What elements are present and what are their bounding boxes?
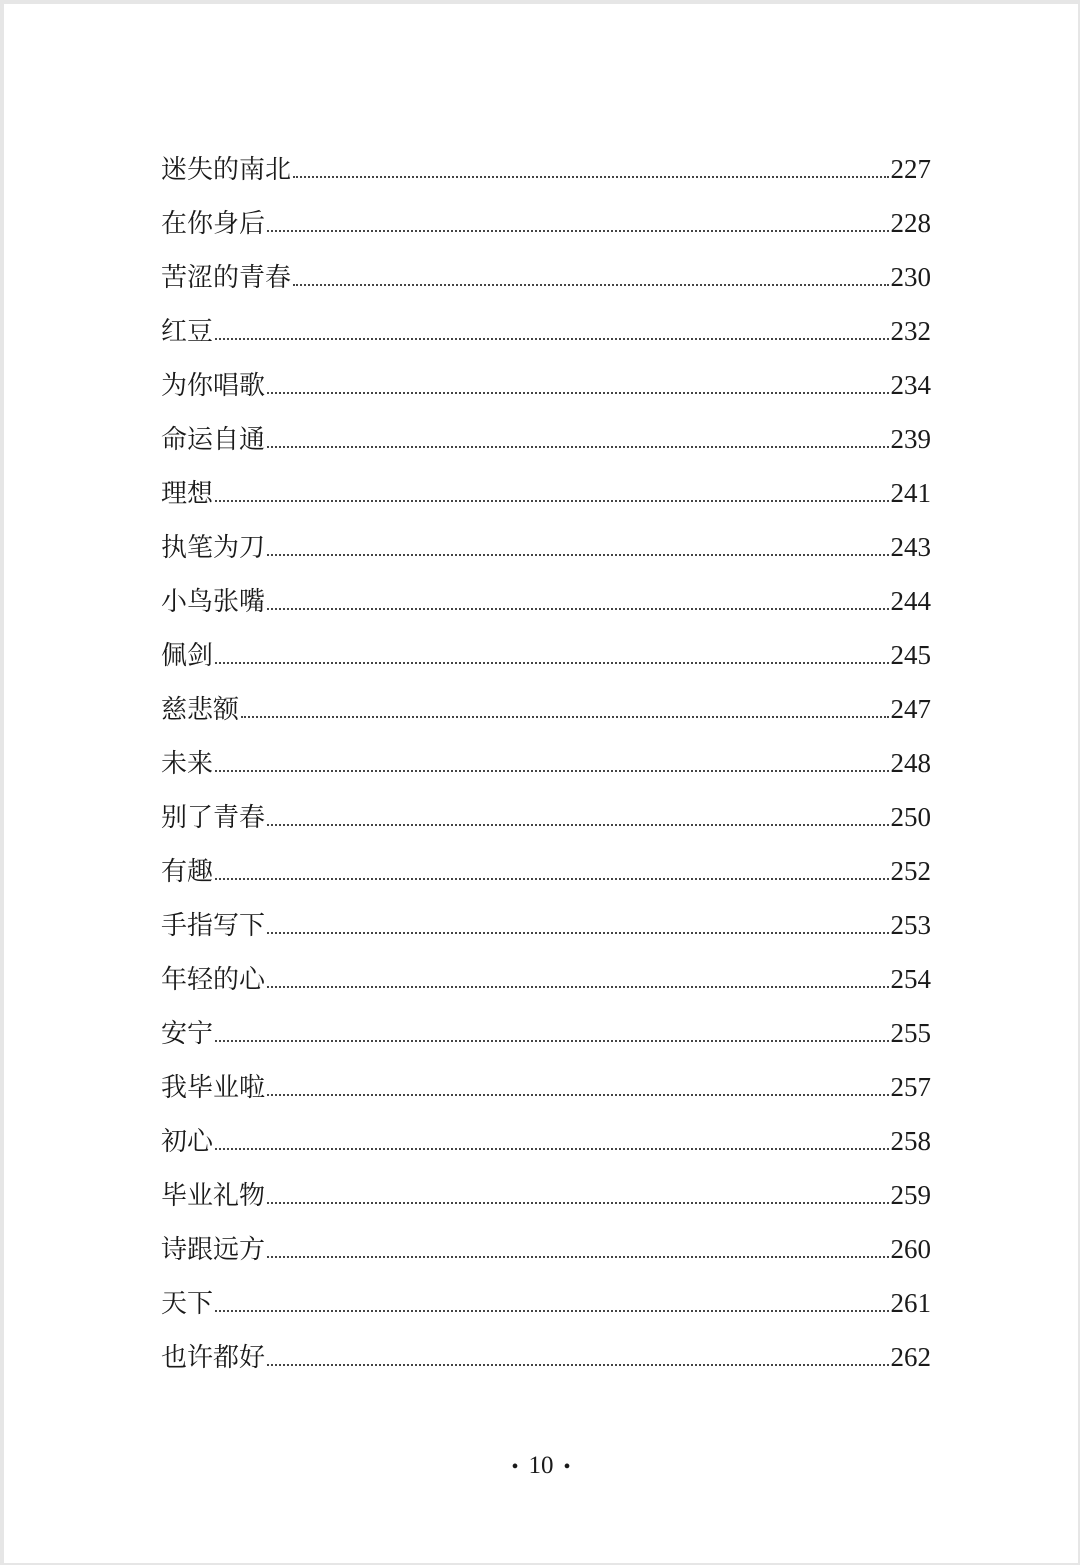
toc-entry-title: 未来 <box>161 749 214 779</box>
toc-entry <box>161 520 931 574</box>
toc-entry-title: 慈悲额 <box>161 695 240 725</box>
toc-entry-page-number: 232 <box>890 316 931 346</box>
toc-entry <box>161 1060 931 1114</box>
toc-entry-title: 小鸟张嘴 <box>161 587 266 617</box>
toc-dot-leader <box>267 932 888 934</box>
toc-entry <box>161 628 931 682</box>
toc-entry <box>161 1222 931 1276</box>
toc-entry-page-number: 239 <box>890 424 931 454</box>
toc-entry <box>161 412 931 466</box>
toc-entry-page-number: 245 <box>890 640 931 670</box>
toc-entry <box>161 574 931 628</box>
toc-dot-leader <box>215 1310 888 1312</box>
toc-entry-title: 为你唱歌 <box>161 371 266 401</box>
toc-entry <box>161 844 931 898</box>
toc-dot-leader <box>293 284 888 286</box>
toc-dot-leader <box>267 1364 888 1366</box>
toc-entry <box>161 952 931 1006</box>
toc-entry <box>161 250 931 304</box>
toc-entry <box>161 898 931 952</box>
toc-entry-page-number: 255 <box>890 1018 931 1048</box>
toc-entry-page-number: 261 <box>890 1288 931 1318</box>
toc-entry <box>161 1114 931 1168</box>
toc-entry-title: 有趣 <box>161 857 214 887</box>
toc-entry <box>161 736 931 790</box>
toc-dot-leader <box>215 1148 888 1150</box>
toc-entry-page-number: 250 <box>890 802 931 832</box>
toc-entry-page-number: 234 <box>890 370 931 400</box>
toc-dot-leader <box>215 770 888 772</box>
toc-entry <box>161 304 931 358</box>
toc-dot-leader <box>267 608 888 610</box>
toc-entry <box>161 790 931 844</box>
toc-entry-title: 佩剑 <box>161 641 214 671</box>
toc-entry-page-number: 252 <box>890 856 931 886</box>
toc-dot-leader <box>215 662 888 664</box>
toc-entry <box>161 1330 931 1384</box>
toc-entry-page-number: 243 <box>890 532 931 562</box>
toc-dot-leader <box>267 1094 888 1096</box>
toc-entry-title: 初心 <box>161 1127 214 1157</box>
footer-bullet-left: • <box>511 1456 519 1478</box>
toc-entry-page-number: 258 <box>890 1126 931 1156</box>
toc-entry-title: 安宁 <box>161 1019 214 1049</box>
toc-entry-title: 年轻的心 <box>161 965 266 995</box>
toc-entry-page-number: 241 <box>890 478 931 508</box>
toc-entry-title: 苦涩的青春 <box>161 263 292 293</box>
toc-entry-title: 在你身后 <box>161 209 266 239</box>
table-of-contents <box>161 142 931 1384</box>
toc-entry-title: 别了青春 <box>161 803 266 833</box>
toc-dot-leader <box>267 986 888 988</box>
toc-entry-page-number: 253 <box>890 910 931 940</box>
toc-entry <box>161 142 931 196</box>
toc-dot-leader <box>267 230 888 232</box>
toc-entry-title: 迷失的南北 <box>161 155 292 185</box>
toc-dot-leader <box>241 716 888 718</box>
toc-entry-title: 我毕业啦 <box>161 1073 266 1103</box>
toc-dot-leader <box>293 176 888 178</box>
toc-entry-page-number: 228 <box>890 208 931 238</box>
footer-bullet-right: • <box>563 1456 571 1478</box>
toc-entry-title: 毕业礼物 <box>161 1181 266 1211</box>
toc-dot-leader <box>215 1040 888 1042</box>
toc-entry <box>161 1168 931 1222</box>
toc-dot-leader <box>267 392 888 394</box>
toc-dot-leader <box>215 878 888 880</box>
toc-entry-title: 诗跟远方 <box>161 1235 266 1265</box>
document-page <box>4 4 1078 1563</box>
toc-entry-page-number: 248 <box>890 748 931 778</box>
toc-entry-title: 命运自通 <box>161 425 266 455</box>
toc-dot-leader <box>215 338 888 340</box>
page-number: 10 <box>528 1452 554 1479</box>
toc-entry-page-number: 259 <box>890 1180 931 1210</box>
toc-entry-page-number: 247 <box>890 694 931 724</box>
toc-entry-title: 理想 <box>161 479 214 509</box>
toc-dot-leader <box>267 1202 888 1204</box>
toc-entry <box>161 1276 931 1330</box>
toc-dot-leader <box>267 1256 888 1258</box>
toc-entry-page-number: 227 <box>890 154 931 184</box>
toc-dot-leader <box>215 500 888 502</box>
toc-entry-title: 也许都好 <box>161 1343 266 1373</box>
toc-entry-title: 红豆 <box>161 317 214 347</box>
toc-entry <box>161 466 931 520</box>
toc-entry <box>161 358 931 412</box>
toc-entry-page-number: 244 <box>890 586 931 616</box>
toc-entry-page-number: 230 <box>890 262 931 292</box>
toc-dot-leader <box>267 554 888 556</box>
toc-entry <box>161 196 931 250</box>
toc-entry <box>161 1006 931 1060</box>
toc-entry <box>161 682 931 736</box>
toc-entry-title: 执笔为刀 <box>161 533 266 563</box>
toc-dot-leader <box>267 446 888 448</box>
toc-entry-title: 手指写下 <box>161 911 266 941</box>
toc-entry-page-number: 254 <box>890 964 931 994</box>
page-footer <box>4 1452 1078 1480</box>
toc-dot-leader <box>267 824 888 826</box>
toc-entry-page-number: 262 <box>890 1342 931 1372</box>
toc-entry-page-number: 257 <box>890 1072 931 1102</box>
toc-entry-page-number: 260 <box>890 1234 931 1264</box>
toc-entry-title: 天下 <box>161 1289 214 1319</box>
